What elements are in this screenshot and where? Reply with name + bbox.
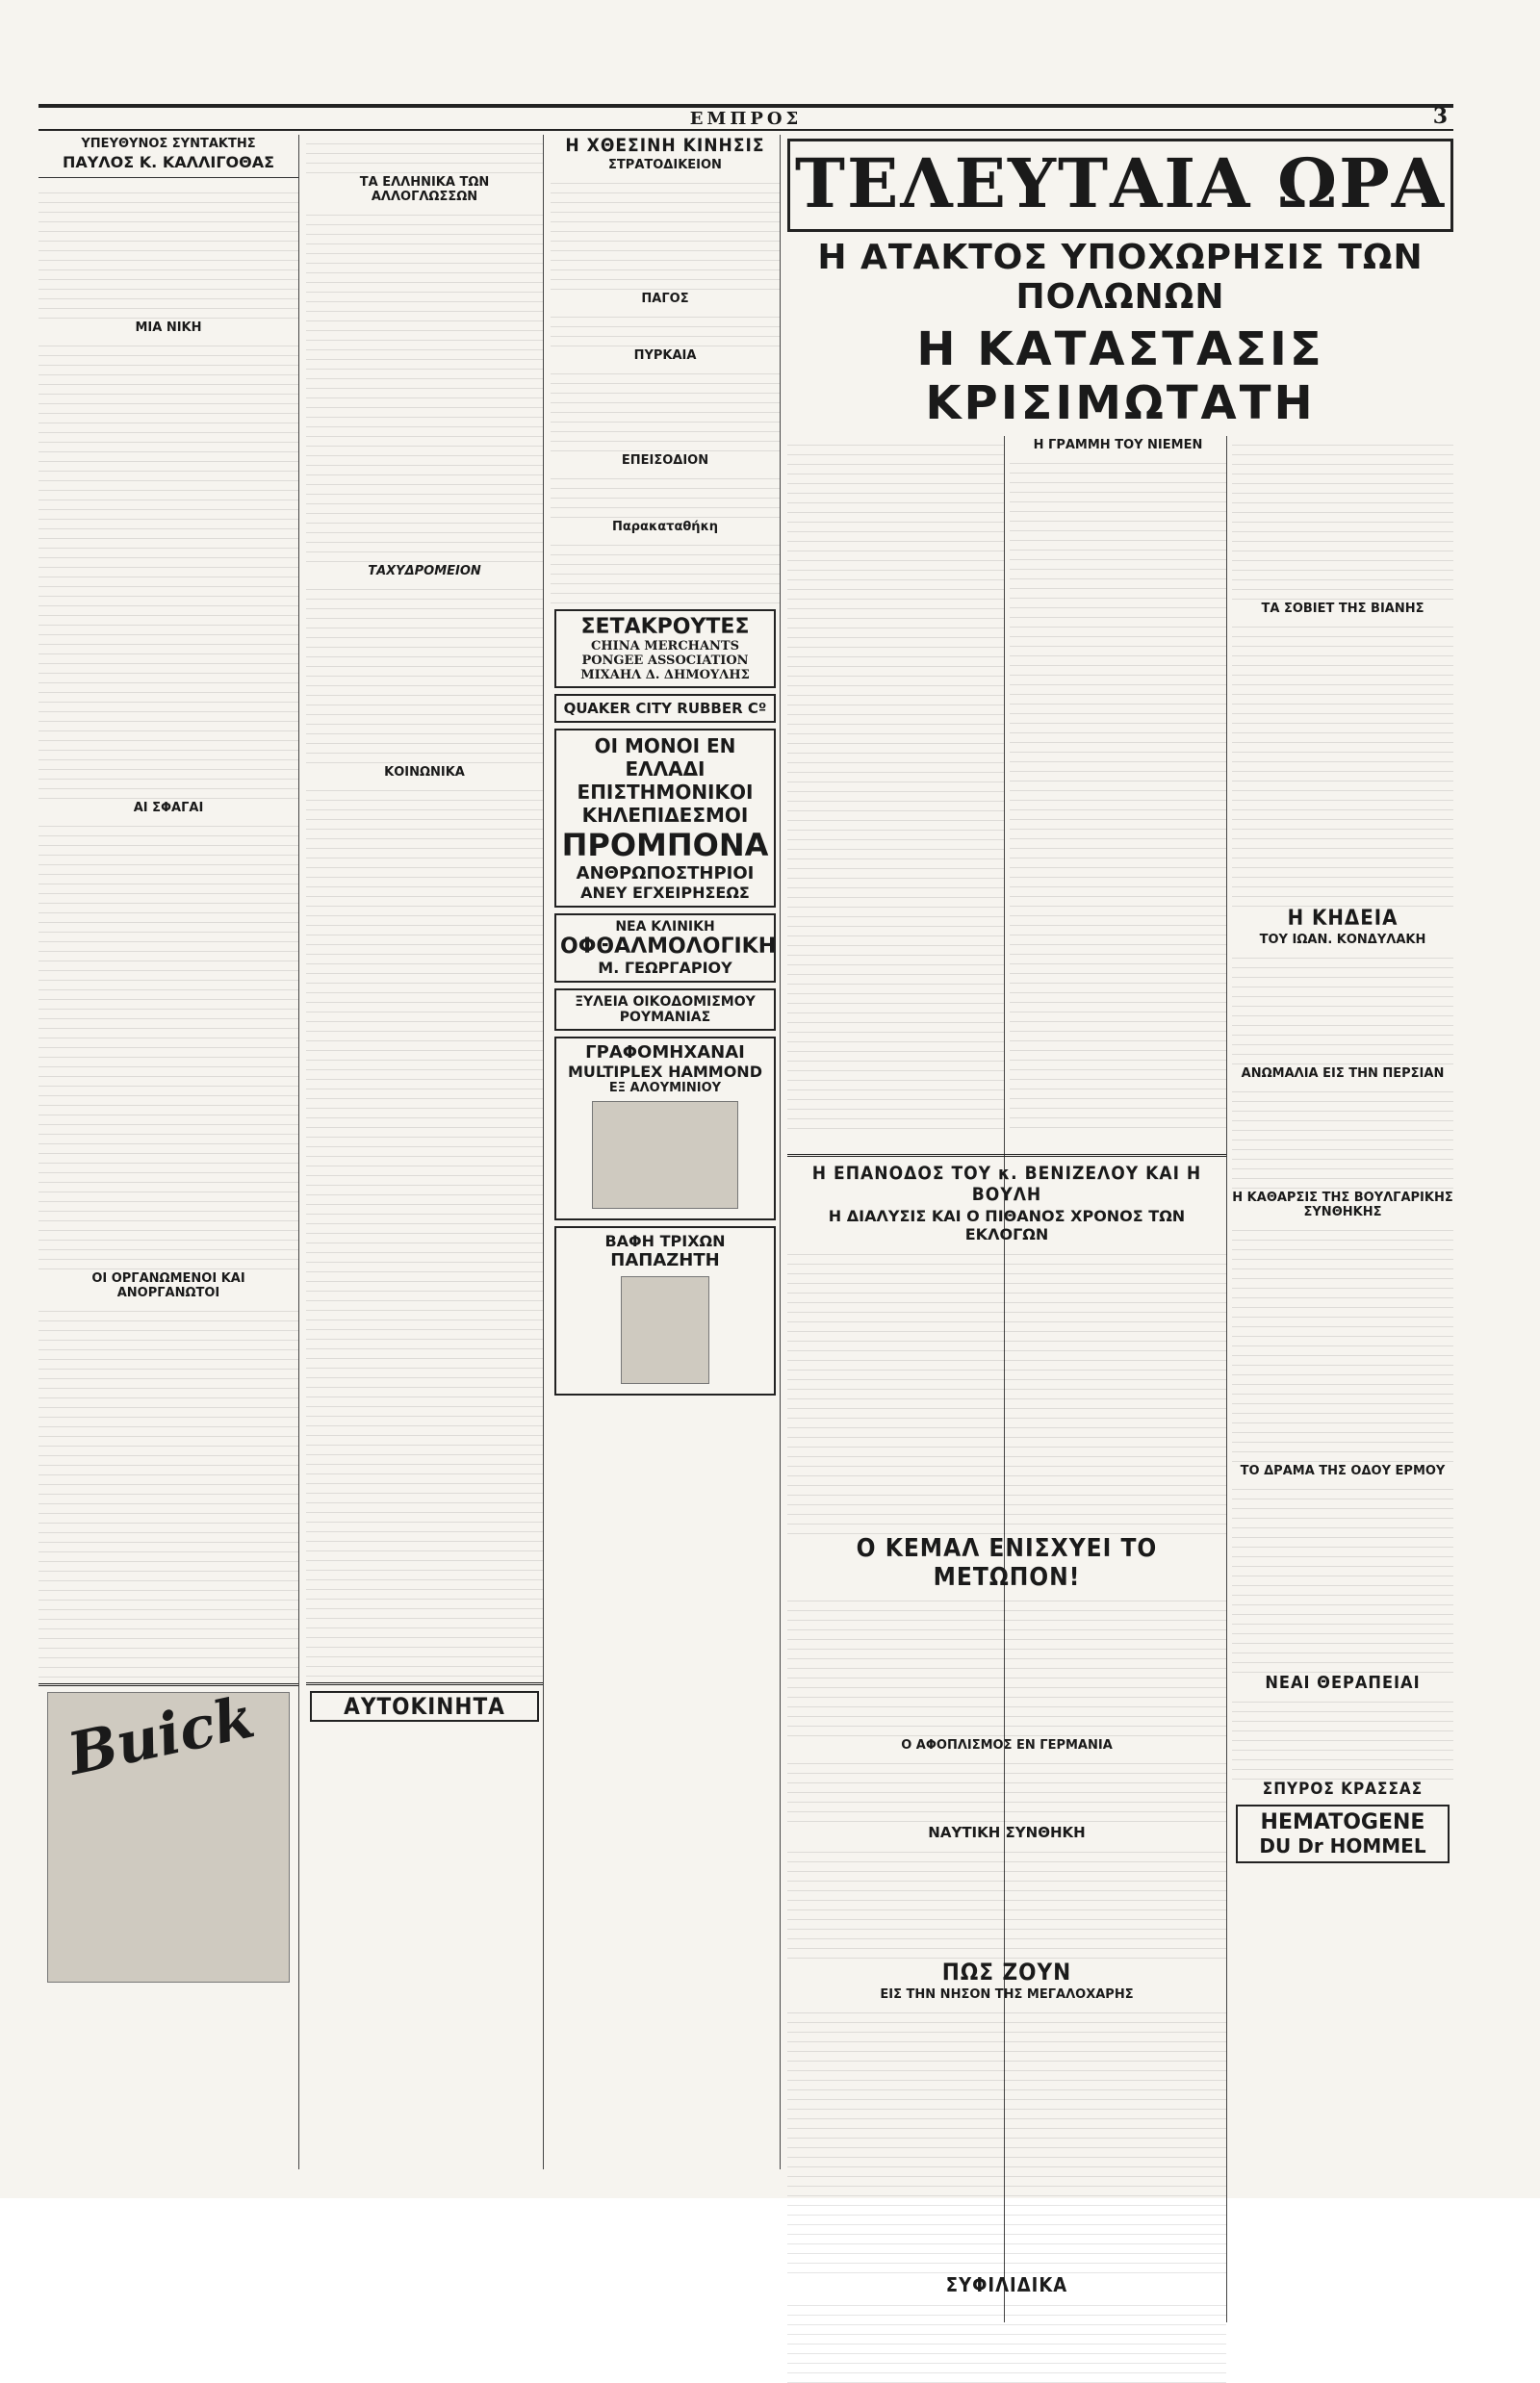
article-block [787,1755,1226,1822]
ad-title: ΞΥΛΕΙΑ ΟΙΚΟΔΟΜΙΣΜΟΥ ΡΟΥΜΑΝΙΑΣ [575,994,756,1025]
editor-name: ΠΑΥΛΟΣ Κ. ΚΑΛΛΙΓΟΘΑΣ [62,153,275,171]
section-head: ΣΥΦΙΛΙΔΙΚΑ [945,2273,1068,2296]
ad-name: ΠΡΟΜΠΟΝΑ [561,827,769,863]
editor-label: ΥΠΕΥΘΥΝΟΣ ΣΥΝΤΑΚΤΗΣ [81,137,256,151]
section-head: Η ΓΡΑΜΜΗ ΤΟΥ ΝΙΕΜΕΝ [1033,438,1203,452]
section-head: ΤΑΧΥΔΡΟΜΕΙΟΝ [368,564,481,578]
section-head: ΤΟΥ ΙΩΑΝ. ΚΟΝΔΥΛΑΚΗ [1259,933,1426,947]
ad-title: ΟΦΘΑΛΜΟΛΟΓΙΚΗ [560,935,777,959]
ad-title: ΣΕΤΑΚΡΟΥΤΕΣ [580,615,750,639]
ad-line: ΚΗΛΕΠΙΔΕΣΜΟΙ [581,804,749,827]
section-head: ΑΥΤΟΚΙΝΗΤΑ [310,1691,539,1722]
section-head: Παρακαταθήκη [611,520,719,534]
venizelos-article [787,1148,1226,2383]
ad-quaker [554,694,776,723]
section-head: ΝΑΥΤΙΚΗ ΣΥΝΘΗΚΗ [928,1824,1086,1841]
article-block [38,817,298,1269]
article-block [1232,1480,1453,1673]
section-head: ΤΑ ΕΛΛΗΝΙΚΑ ΤΩΝ ΑΛΛΟΓΛΩΣΣΩΝ [359,175,490,204]
ad-wood [554,988,776,1031]
section-head: Η ΕΠΑΝΟΔΟΣ ΤΟΥ κ. ΒΕΝΙΖΕΛΟΥ ΚΑΙ Η ΒΟΥΛΗ [811,1163,1202,1205]
section-head: Η ΚΗΔΕΙΑ [1287,907,1399,931]
section-head: ΠΥΡΚΑΙΑ [633,348,697,363]
section-head: ΣΤΡΑΤΟΔΙΚΕΙΟΝ [608,158,722,172]
column-2 [306,135,544,2169]
section-head: ΤΑ ΣΟΒΙΕΤ ΤΗΣ ΒΙΑΝΗΣ [1261,602,1424,616]
ad-line: ΕΠΙΣΤΗΜΟΝΙΚΟΙ [577,781,754,804]
article-block [1232,949,1453,1064]
article-block [787,2004,1226,2273]
article-block [1232,1693,1453,1780]
article-block [787,2296,1226,2383]
ad-title: ΓΡΑΦΟΜΗΧΑΝΑΙ [585,1042,745,1063]
section-head: Η ΚΑΘΑΡΣΙΣ ΤΗΣ ΒΟΥΛΓΑΡΙΚΗΣ ΣΥΝΘΗΚΗΣ [1232,1191,1453,1219]
article-block [306,135,543,173]
ad-setakroutes [554,609,776,688]
section-head: Ο ΑΦΟΠΛΙΣΜΟΣ ΕΝ ΓΕΡΜΑΝΙΑ [901,1738,1113,1753]
article-block [787,436,1004,1129]
article-block [551,308,780,346]
article-block [1232,436,1453,600]
ad-hair-dye [554,1226,776,1396]
paper-name: ΕΜΠΡΟΣ [680,109,812,129]
article-block [38,1302,298,1678]
article-block [787,1245,1226,1534]
column-4 [787,135,1453,2296]
section-head: ΝΕΑΙ ΘΕΡΑΠΕΙΑΙ [1265,1673,1421,1693]
ad-ophthalmology [554,913,776,983]
article-block [1010,454,1226,1128]
section-head: ΜΙΑ ΝΙΚΗ [135,320,202,335]
page-number: 3 [1432,104,1448,129]
article-block [1232,1083,1453,1189]
section-head: ΟΙ ΟΡΓΑΝΩΜΕΝΟΙ ΚΑΙ ΑΝΟΡΓΑΝΩΤΟΙ [91,1271,245,1300]
main-headline: ΤΕΛΕΥΤΑΙΑ ΩΡΑ [787,139,1453,232]
article-block [551,470,780,518]
section-head: ΕΠΕΙΣΟΔΙΟΝ [621,453,709,468]
column-3 [551,135,781,2169]
article-block [1232,618,1453,907]
section-head: ΕΙΣ ΤΗΝ ΝΗΣΟΝ ΤΗΣ ΜΕΓΑΛΟΧΑΡΗΣ [880,1987,1134,2002]
buick-logo: Buick [62,1683,261,1789]
typewriter-case-illustration [592,1101,738,1209]
article-block [551,365,780,451]
ad-subtitle: CHINA MERCHANTS PONGEE ASSOCIATION [581,639,749,668]
section-head: ΤΟ ΔΡΑΜΑ ΤΗΣ ΟΔΟΥ ΕΡΜΟΥ [1240,1464,1446,1478]
ad-subtitle: ΕΞ ΑΛΟΥΜΙΝΙΟΥ [608,1081,722,1095]
article-block [38,184,298,319]
ad-line: ΑΝΕΥ ΕΓΧΕΙΡΗΣΕΩΣ [580,884,750,902]
ad-prompona [554,729,776,908]
sub-headline: Η ΚΑΤΑΣΤΑΣΙΣ ΚΡΙΣΙΜΩΤΑΤΗ [916,322,1324,430]
column-4c [1232,436,1453,2322]
ad-line: ΑΝΘΡΩΠΟΣΤΗΡΙΟΙ [576,863,755,884]
article-block [306,782,543,1677]
section-head: ΚΟΙΝΩΝΙΚΑ [384,765,465,780]
article-block [787,1592,1226,1736]
portrait-illustration [621,1276,709,1384]
article-block [306,580,543,763]
ad-head: ΝΕΑ ΚΛΙΝΙΚΗ [615,919,715,935]
ad-line: ΟΙ ΜΟΝΟΙ ΕΝ ΕΛΛΑΔΙ [594,734,736,781]
ad-name: ΜΙΧΑΗΛ Δ. ΔΗΜΟΥΛΗΣ [580,668,750,682]
section-head: ΠΩΣ ΖΟΥΝ [941,1959,1072,1986]
section-head: Η ΧΘΕΣΙΝΗ ΚΙΝΗΣΙΣ [565,135,765,156]
column-1 [38,135,299,2169]
ad-hematogene [1236,1805,1450,1863]
article-block [306,206,543,562]
ad-subtitle: DU Dr HOMMEL [1259,1834,1426,1858]
article-block [787,1843,1226,1959]
sub-headline: Η ΑΤΑΚΤΟΣ ΥΠΟΧΩΡΗΣΙΣ ΤΩΝ ΠΟΛΩΝΩΝ [817,238,1424,317]
ad-subtitle: MULTIPLEX HAMMOND [568,1063,762,1081]
article-block [1232,1221,1453,1462]
masthead [38,104,1453,131]
ad-doctor: Μ. ΓΕΩΡΓΑΡΙΟΥ [598,959,732,977]
section-head: ΑΙ ΣΦΑΓΑΙ [133,801,204,815]
article-block [38,337,298,799]
section-head: Η ΔΙΑΛΥΣΙΣ ΚΑΙ Ο ΠΙΘΑΝΟΣ ΧΡΟΝΟΣ ΤΩΝ ΕΚΛΟΓΩΝ [828,1207,1186,1243]
ad-typewriters [554,1037,776,1220]
ad-title: ΒΑΦΗ ΤΡΙΧΩΝ [604,1232,726,1250]
ad-title: QUAKER CITY RUBBER Cº [563,700,767,717]
buick-ad-illustration [47,1683,290,1983]
section-head: ΣΠΥΡΟΣ ΚΡΑΣΣΑΣ [1262,1780,1424,1799]
section-head: ΠΑΓΟΣ [641,292,689,306]
section-head: Ο ΚΕΜΑΛ ΕΝΙΣΧΥΕΙ ΤΟ ΜΕΤΩΠΟΝ! [856,1534,1158,1592]
article-block [551,536,780,603]
section-head: ΑΝΩΜΑΛΙΑ ΕΙΣ ΤΗΝ ΠΕΡΣΙΑΝ [1241,1066,1445,1081]
ad-title: HEMATOGENE [1260,1810,1425,1834]
article-block [551,174,780,290]
ad-name: ΠΑΠΑΖΗΤΗ [610,1250,720,1270]
